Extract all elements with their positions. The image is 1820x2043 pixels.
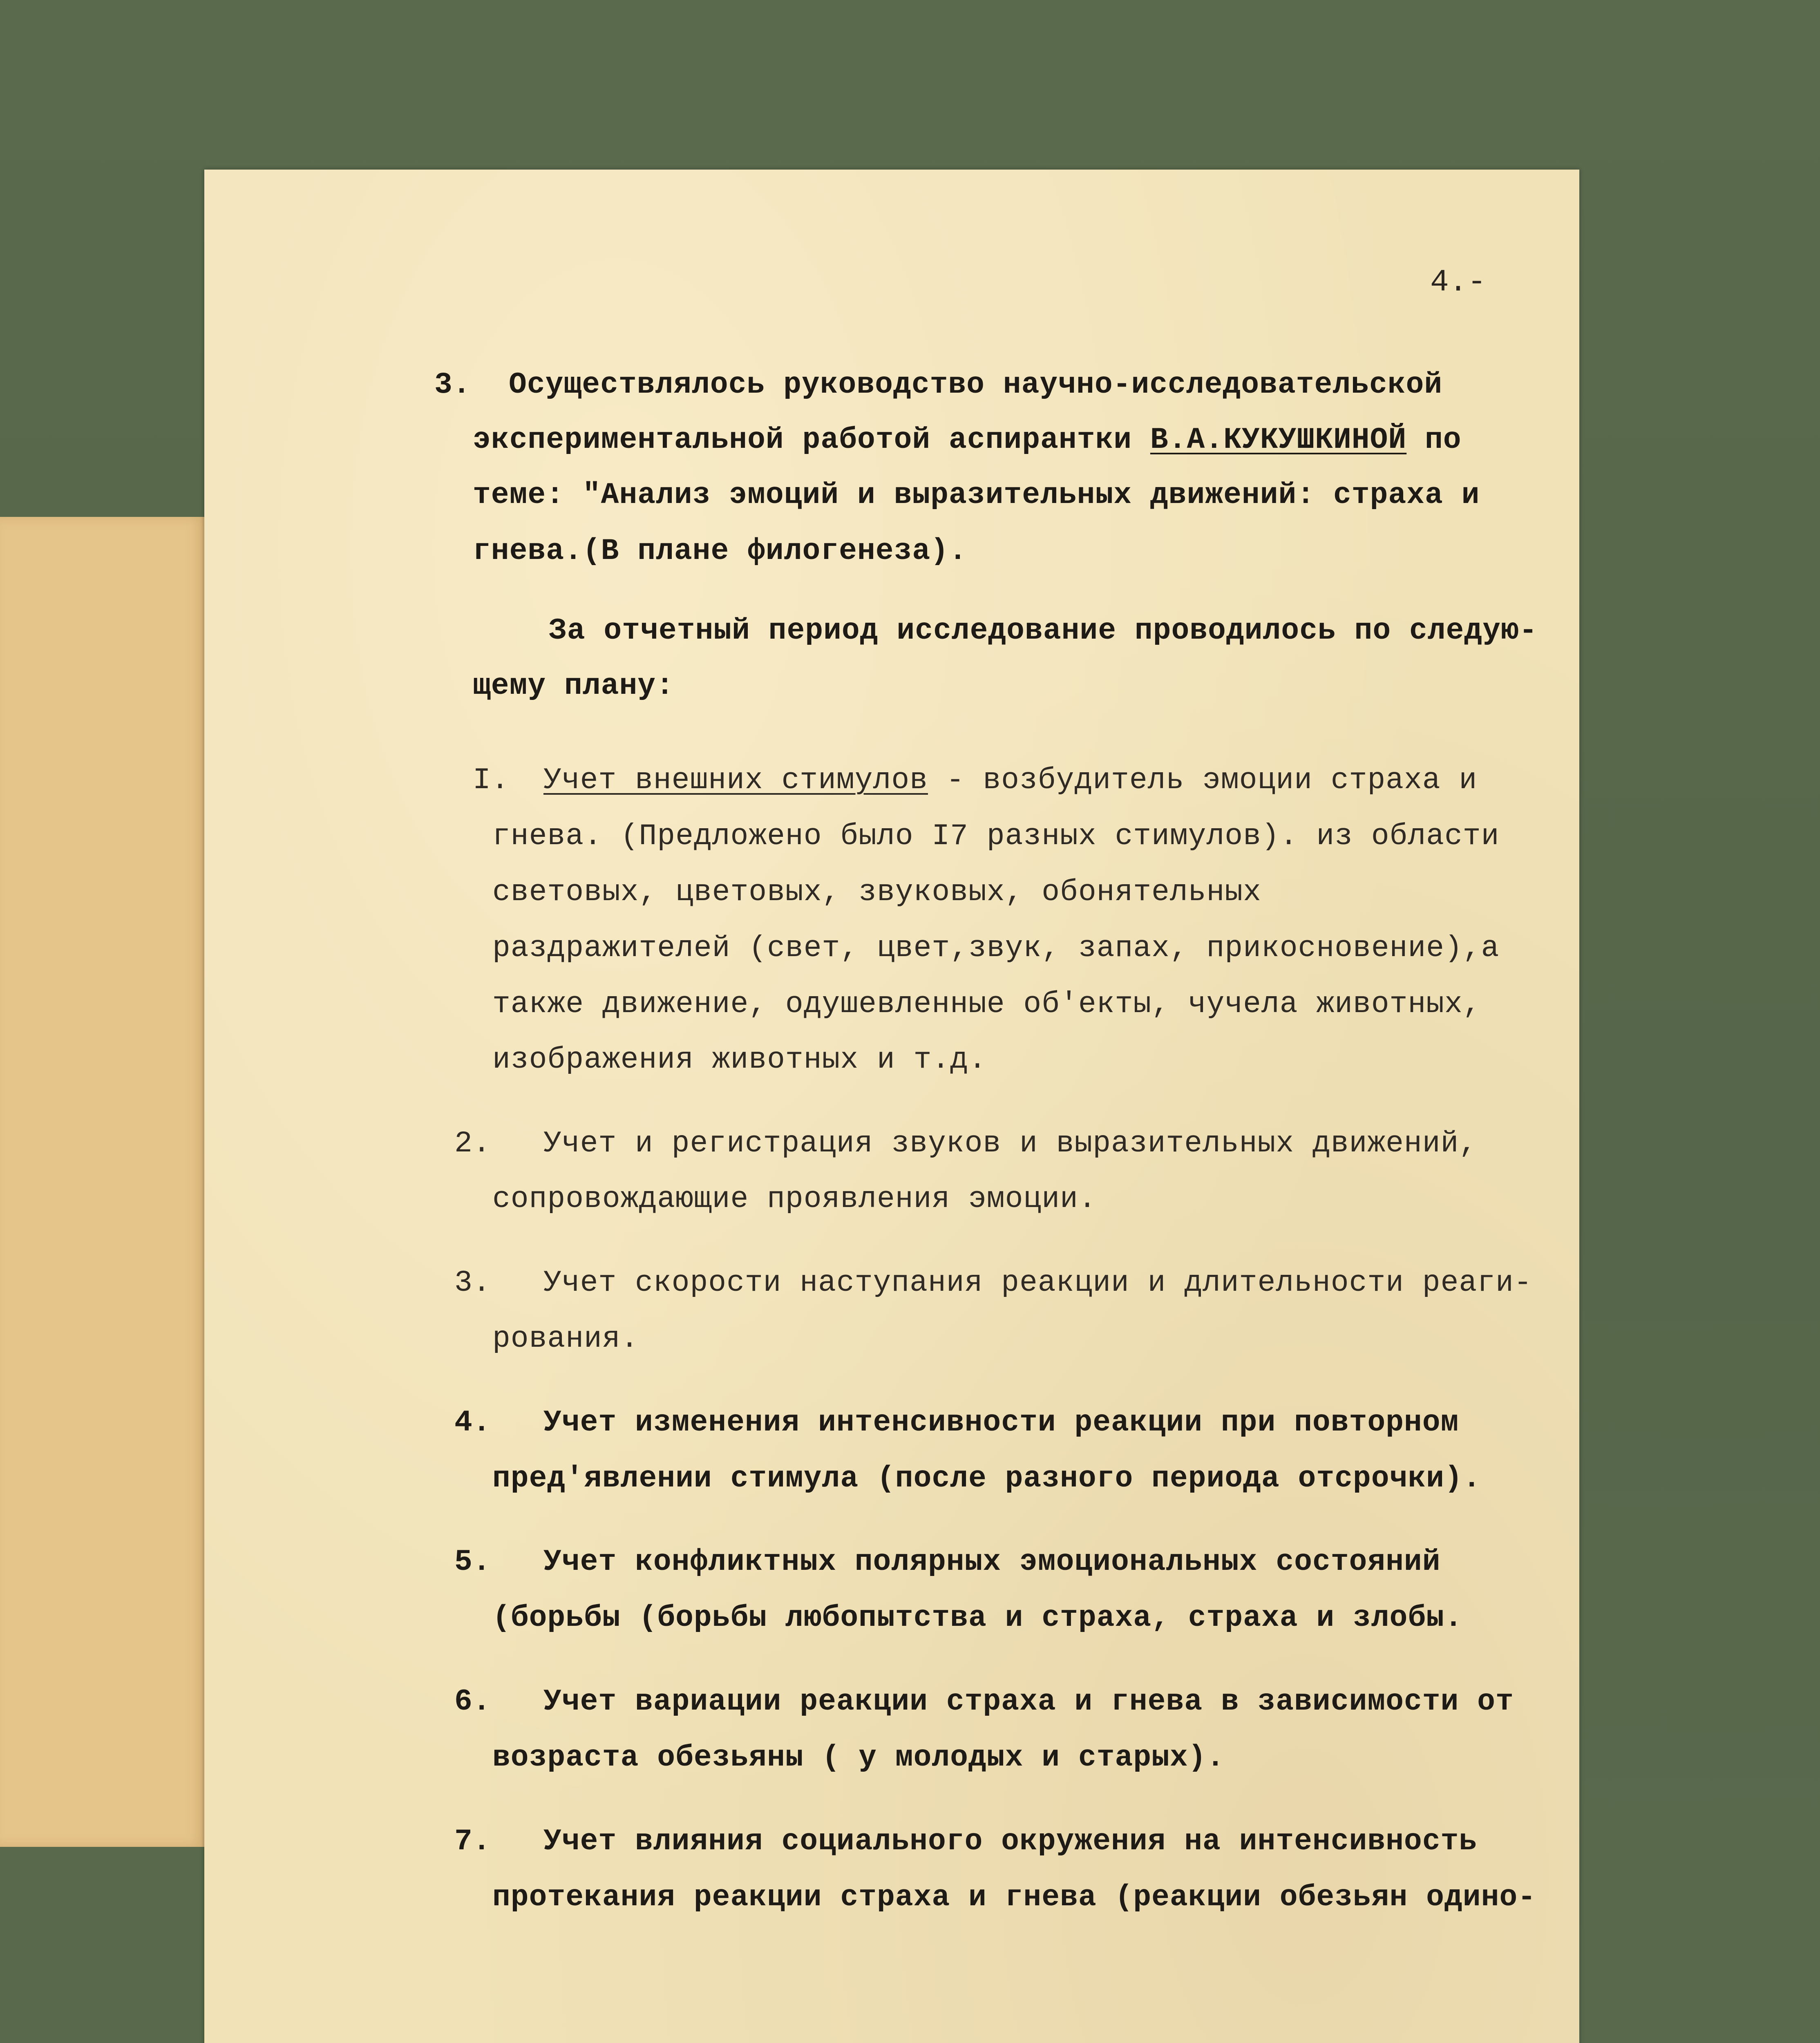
item-1-line-6: изображения животных и т.д. [492, 1043, 987, 1077]
student-name: В.А.КУКУШКИНОЙ [1150, 423, 1407, 457]
section-line-2 [473, 423, 1462, 457]
item-2-line-2: сопровождающие проявления эмоции. [492, 1182, 1097, 1216]
item-4-line-2: пред'явлении стимула (после разного периода отсрочки). [492, 1462, 1481, 1495]
item-1-line-3: световых, цветовых, звуковых, обонятельных [492, 875, 1261, 909]
item-1-line-5: также движение, одушевленные об'екты, чучела животных, [492, 987, 1481, 1021]
item-5-number: 5. [454, 1545, 491, 1579]
section-line-3: теме: "Анализ эмоций и выразительных движений: страха и [473, 478, 1480, 512]
item-3-line-1: Учет скорости наступания реакции и длительности реаги- [543, 1266, 1532, 1300]
section-line-1: Осуществлялось руководство научно-исследовательской [509, 368, 1443, 402]
item-6-line-2: возраста обезьяны ( у молодых и старых). [492, 1741, 1225, 1775]
section-line-4: гнева.(В плане филогенеза). [473, 534, 967, 568]
page-number: 4.- [1430, 265, 1486, 300]
section-line-2-pre: экспериментальной работой аспирантки [473, 423, 1150, 457]
item-2-line-1: Учет и регистрация звуков и выразительных движений, [543, 1127, 1478, 1160]
item-1-line-1 [543, 763, 1477, 797]
item-4-line-1: Учет изменения интенсивности реакции при повторном [543, 1406, 1459, 1439]
item-1-number: I. [473, 763, 510, 797]
item-2-number: 2. [454, 1127, 491, 1160]
item-7-line-2: протекания реакции страха и гнева (реакции обезьян одино- [492, 1880, 1536, 1914]
document-page [204, 170, 1579, 2043]
item-5-line-1: Учет конфликтных полярных эмоциональных состояний [543, 1545, 1441, 1579]
item-7-number: 7. [454, 1824, 491, 1858]
intro-line-2: щему плану: [473, 669, 674, 703]
item-3-line-2: рования. [492, 1322, 639, 1356]
item-1-line-4: раздражителей (свет, цвет,звук, запах, прикосновение),а [492, 931, 1500, 965]
section-number: 3. [434, 368, 471, 402]
item-4-number: 4. [454, 1406, 491, 1439]
item-5-line-2: (борьбы (борьбы любопытства и страха, страха и злобы. [492, 1601, 1463, 1635]
intro-line-1: За отчетный период исследование проводилось по следую- [549, 614, 1538, 648]
item-1-title: Учет внешних стимулов [543, 763, 928, 797]
item-3-number: 3. [454, 1266, 491, 1300]
item-6-number: 6. [454, 1685, 491, 1719]
item-1-line-1-rest: - возбудитель эмоции страха и [928, 763, 1478, 797]
underlying-sheet [0, 517, 208, 1847]
item-1-line-2: гнева. (Предложено было I7 разных стимулов). из области [492, 819, 1500, 853]
item-7-line-1: Учет влияния социального окружения на интенсивность [543, 1824, 1478, 1858]
item-6-line-1: Учет вариации реакции страха и гнева в зависимости от [543, 1685, 1514, 1719]
section-line-2-post: по [1406, 423, 1462, 457]
